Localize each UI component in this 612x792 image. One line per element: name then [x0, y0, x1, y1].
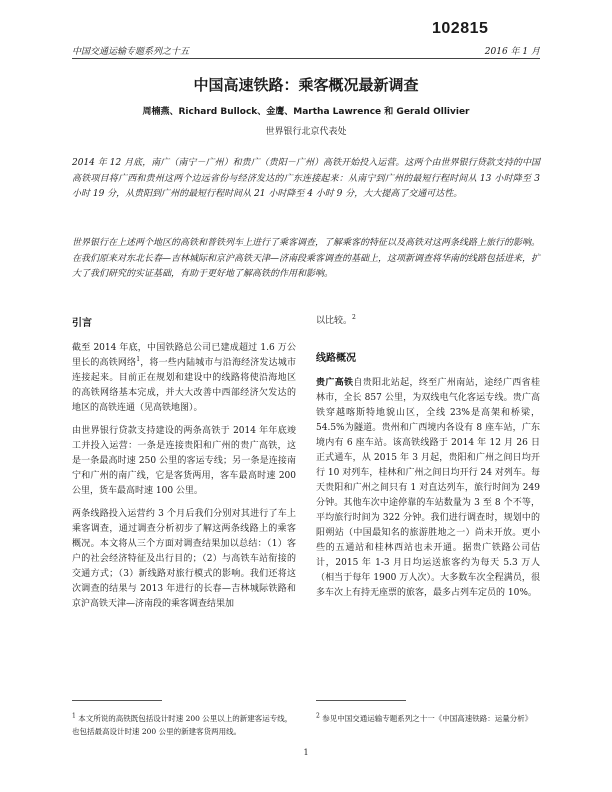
footnote-2	[316, 712, 540, 725]
route-p1-text: 自贵阳北站起，终至广州南站，途经广西省桂林市，全长 857 公里，为双线电气化客运专线。贵广高铁穿越喀斯特地貌山区，全线 23%是高架和桥梁，54.5%为隧道。贵州和广西境内各设有 8 座车站，广东境内有 6 座车站。该高铁线路于 2014 年 12 月 26 日正式通车，从 2015 年 3 月起，贵阳和广州之间日均开行 10 对列车，桂林和广州之间日均开行 24 对列车。每天贵阳和广州之间只有 1 对直达列车，旅行时间为 249 分钟。其他车次中途停靠的车站数量为 3 至 8 个不等，平均旅行时间为 322 分钟。我们进行调查时，规划中的阳朔站（中国最知名的旅游胜地之一）尚未开放。更小些的五通站和桂林西站也未开通。据贵广铁路公司估计，2015 年 1-3 月日均运送旅客约为每天 5.3 万人（相当于每年 1900 万人次）。大多数车次全程满员，很多车次上有持无座票的旅客，最多占列车定员的 10%。	[316, 378, 540, 598]
abstract-paragraph-2: 世界银行在上述两个地区的高铁和普铁列车上进行了乘客调查，了解乘客的特征以及高铁对这两条线路上旅行的影响。在我们原来对东北长春—吉林城际和京沪高铁天津—济南段乘客调查的基础上，这项新调查将华南的线路包括进来，扩大了我们研究的实证基础，有助于更好地了解高铁的作用和影响。	[72, 238, 541, 279]
footnote-ref-2: 2	[352, 314, 356, 321]
footnote-2-mark: 2	[316, 712, 320, 720]
section-heading-route: 线路概况	[316, 353, 356, 364]
intro-p1-text: 截至 2014 年底，中国铁路总公司已建成超过 1.6 万公里长的高铁网络	[72, 343, 296, 368]
intro-paragraph-3: 两条线路投入运营约 3 个月后我们分别对其进行了车上乘客调查，通过调查分析初步了解这两条线路上的乘客概况。本文将从三个方面对调查结果加以总结：（1）客户的社会经济特征及出行目的；（2）与高铁车站衔接的交通方式；（3）新线路对旅行模式的影响。我们还将这次调查的结果与 2013 年进行的长春—吉林城际铁路和京沪高铁天津—济南段的乘客调查结果加	[72, 509, 296, 609]
footnote-1	[72, 712, 296, 738]
intro-paragraph-1	[72, 341, 296, 416]
intro-p1-rest: ，将一些内陆城市与沿海经济发达城市连接起来。目前正在规划和建设中的线路将使沿海地区的高铁网络基本完成，并大大改善中西部经济欠发达的地区的高铁连通（见高铁地图）。	[72, 358, 296, 413]
route-lead-term: 贵广高铁	[316, 378, 354, 388]
affiliation: 世界银行北京代表处	[265, 127, 347, 137]
route-paragraph-1	[316, 376, 540, 601]
left-column	[72, 316, 296, 620]
document-number: 102815	[432, 20, 489, 37]
footnote-rule-left	[72, 700, 162, 701]
abstract-paragraph-1: 2014 年 12 月底，南广（南宁－广州）和贵广（贵阳－广州）高铁开始投入运营。这两个由世界银行贷款支持的中国高铁项目将广西和贵州这两个边远省份与经济发达的广东连接起来：从南宁到广州的最短行程时间从 13 小时降至 3 小时 19 分，从贵阳到广州的最短行程时间从 21 小时降至 4 小时 9 分，大大提高了交通可达性。	[72, 158, 540, 199]
footnote-ref-1: 1	[136, 356, 141, 363]
publication-date: 2016 年 1 月	[484, 47, 540, 57]
header-rule	[72, 58, 540, 59]
page-title: 中国高速铁路：乘客概况最新调查	[193, 76, 419, 94]
footnote-2-text: 参见中国交通运输专题系列之十一《中国高速铁路：运量分析》	[322, 714, 533, 723]
page-number: 1	[303, 748, 309, 757]
authors: 周楠燕、Richard Bullock、金鹰、Martha Lawrence 和 Gerald Ollivier	[142, 107, 470, 117]
continued-text: 以比较。	[316, 316, 353, 326]
continued-paragraph	[316, 314, 540, 329]
footnote-rule-right	[316, 700, 406, 701]
series-title: 中国交通运输专题系列之十五	[72, 47, 190, 57]
footnote-1-text: 本文所说的高铁既包括设计时速 200 公里以上的新建客运专线，也包括最高设计时速 200 公里的新建客货两用线。	[72, 714, 293, 736]
footnote-1-mark: 1	[72, 712, 76, 720]
intro-paragraph-2: 由世界银行贷款支持建设的两条高铁于 2014 年年底竣工并投入运营：一条是连接贵阳和广州的贵广高铁，这是一条最高时速 250 公里的客运专线；另一条是连接南宁和广州的南广线，它是客货两用，客车最高时速 200 公里，货车最高时速 100 公里。	[72, 426, 296, 496]
section-heading-intro: 引言	[72, 318, 92, 329]
right-column	[316, 314, 540, 609]
